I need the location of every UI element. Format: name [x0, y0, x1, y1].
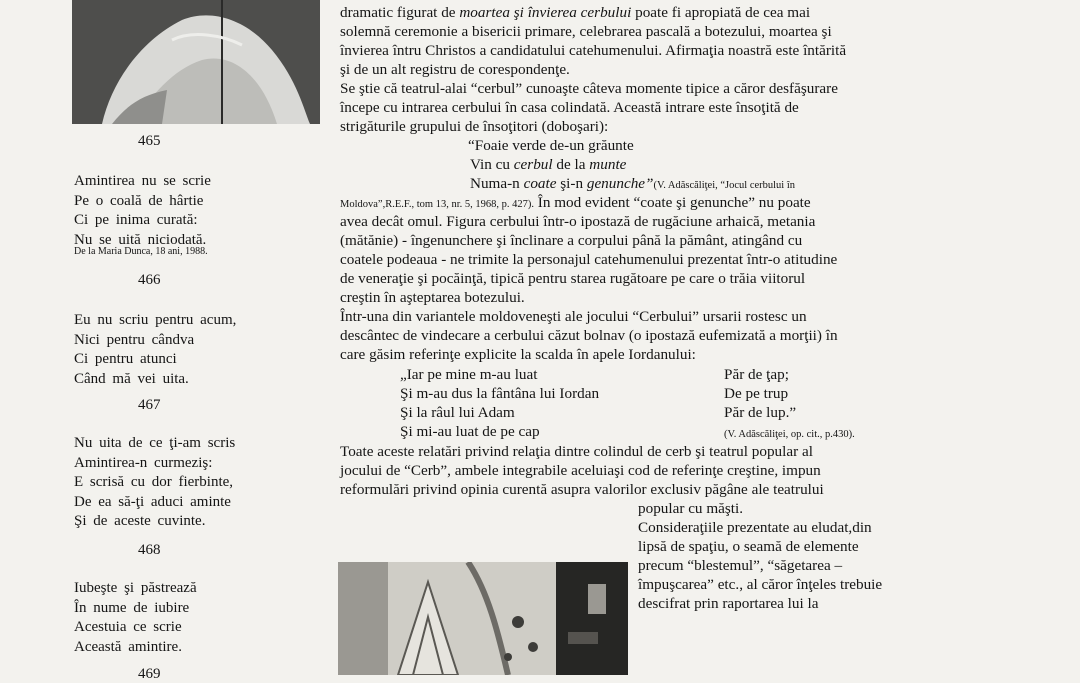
chant-line: De pe trup: [724, 385, 789, 402]
poem-468: [74, 579, 197, 657]
poem-line: Acestuia ce scrie: [74, 619, 182, 635]
chant-line: Şi mi-au luat de pe cap: [400, 423, 540, 440]
verse-line: Numa-n coate şi-n genunche”(V. Adăscăliţei, “Jocul cerbului în: [470, 175, 796, 192]
top-photograph: [72, 0, 320, 124]
poem-line: Nici pentru cândva: [74, 331, 195, 348]
text-line: Se ştie că teatrul-alai “cerbul” cunoaşte câteva momente tipice a căror desfăşurare: [340, 80, 838, 97]
poem-line: E scrisă cu dor fierbinte,: [74, 474, 234, 490]
text-line: Toate aceste relatări privind relaţia dintre colindul de cerb şi teatrul popular al: [340, 443, 813, 460]
text-line: coatele podeaua - ne trimite la personajul catehumenului prezentat într-o atitudine: [340, 251, 838, 268]
text-line: precum “blestemul”, “săgetarea –: [638, 557, 843, 574]
text-line: descifrat prin raportarea lui la: [638, 595, 819, 612]
text-line: împuşcarea” etc., al căror înţeles trebuie: [638, 576, 883, 593]
text-line: de veneraţie şi pocăinţă, tipică pentru starea rugătoare pe care o trăia viitorul: [340, 270, 806, 287]
poem-line: Amintirea-n curmeziş:: [74, 454, 213, 471]
text-line: începe cu intrarea cerbului în casa colindată. Această intrare este însoţită de: [340, 99, 799, 116]
poem-line: În nume de iubire: [74, 599, 190, 616]
bottom-photograph: [338, 562, 628, 675]
poem-number: 468: [138, 542, 161, 558]
poem-source: De la Maria Dunca, 18 ani, 1988.: [74, 246, 208, 257]
text-line: popular cu măşti.: [638, 500, 744, 517]
text-line: creştin în aşteptarea botezului.: [340, 289, 525, 306]
text-line: (mătănie) - îngenunchere şi înclinare a corpului până la pământ, atingând cu: [340, 232, 803, 249]
poem-line: Această amintire.: [74, 638, 182, 655]
poem-line: Amintirea nu se scrie: [74, 173, 211, 189]
text-line: care găsim referinţe explicite la scalda în apele Iordanului:: [340, 346, 696, 363]
chant-line: „Iar pe mine m-au luat: [400, 366, 538, 383]
verse-line: “Foaie verde de-un grăunte: [468, 137, 634, 154]
poem-line: Ci pe inima curată:: [74, 212, 198, 228]
text-line: Consideraţiile prezentate au eludat,din: [638, 519, 872, 536]
poem-467: [74, 434, 235, 532]
poem-line: Nu se uită niciodată.: [74, 231, 207, 248]
verse-line: Vin cu cerbul de la munte: [470, 156, 627, 173]
text-line: solemnă ceremonie a bisericii primare, celebrarea pascală a botezului, moartea şi: [340, 23, 832, 40]
poem-line: De ea să-ţi aduci aminte: [74, 493, 231, 510]
poem-line: Şi de aceste cuvinte.: [74, 513, 206, 529]
poem-line: Eu nu scriu pentru acum,: [74, 312, 237, 328]
poem-number: 469: [138, 666, 161, 682]
text-line: strigăturile grupului de însoţitori (doboşari):: [340, 118, 609, 135]
text-line: Moldova”,R.E.F., tom 13, nr. 5, 1968, p. 427). În mod evident “coate şi genunche” nu poate: [340, 194, 811, 211]
poem-line: Ci pentru atunci: [74, 351, 177, 367]
chant-line: Păr de ţap;: [724, 366, 789, 383]
poem-line: Când mă vei uita.: [74, 370, 189, 387]
text-line: dramatic figurat de moartea şi învierea cerbului poate fi apropiată de cea mai: [340, 4, 811, 21]
poem-line: Nu uita de ce ţi-am scris: [74, 435, 236, 451]
chant-line: Şi la râul lui Adam: [400, 404, 515, 421]
text-line: descântec de vindecare a cerbului căzut bolnav (o ipostază eufemizată a morţii) în: [340, 327, 838, 344]
citation: (V. Adăscăliţei, op. cit., p.430).: [724, 429, 855, 440]
chant-line: Păr de lup.”: [724, 404, 797, 421]
poem-line: Iubeşte şi păstrează: [74, 580, 197, 596]
text-line: şi de un alt registru de corespondenţe.: [340, 61, 570, 78]
text-line: reformulări privind opinia curentă asupra valorilor exclusiv păgâne ale teatrului: [340, 481, 824, 498]
poem-465: [74, 172, 211, 250]
poem-line: Pe o coală de hârtie: [74, 192, 204, 209]
poem-466: [74, 311, 236, 389]
text-line: avea decât omul. Figura cerbului într-o ipostază de rugăciune arhaică, metania: [340, 213, 816, 230]
text-line: lipsă de spaţiu, o seamă de elemente: [638, 538, 859, 555]
poem-number: 466: [138, 272, 161, 288]
poem-number: 465: [138, 133, 161, 149]
text-line: Într-una din variantele moldoveneşti ale jocului “Cerbului” ursarii rostesc un: [340, 308, 807, 325]
text-line: jocului de “Cerb”, ambele integrabile aceluiaşi cod de referinţe creştine, impun: [340, 462, 821, 479]
text-line: învierea întru Christos a candidatului catehumenului. Afirmaţia noastră este întărită: [340, 42, 847, 59]
poem-number: 467: [138, 397, 161, 413]
chant-line: Şi m-au dus la fântâna lui Iordan: [400, 385, 600, 402]
